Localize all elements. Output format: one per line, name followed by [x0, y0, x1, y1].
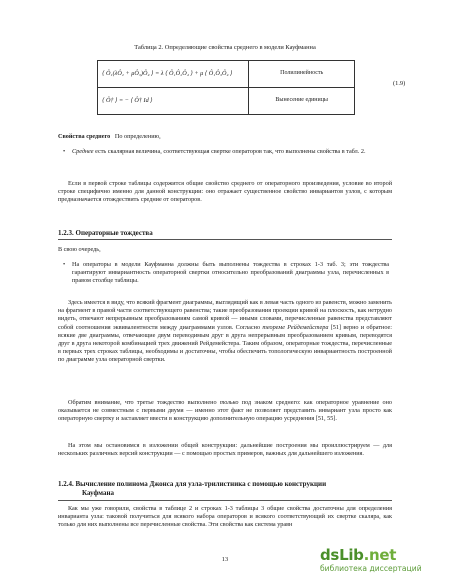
property-cell: Вынесение единицы	[249, 88, 355, 115]
page-number: 13	[221, 556, 229, 563]
paragraph: Если в первой строке таблицы содержится общие свойство среднего от операторного произведения, условие во второй строке специфично именно для данной конструкции: оно отражает существенное свойство инвариантов узлов, с которым предназначается отождествить средние от операторов.	[58, 180, 392, 204]
properties-table	[97, 60, 355, 115]
paragraph-text: Здесь имеется в виду, что всякий фрагмент диаграммы, выглядящий как в левая часть одного из равенств, можно заменить на фрагмент в правой части соответствующего равенства; такие преобразования проекции кривой на плоскость, как нетрудно видеть, отвечают непрерывным преобразованиям самой кривой — иными словами, перечисленные равенства представляют собой соотношения эквивалентности между диаграммами узлов. Согласно	[58, 299, 392, 331]
divider	[58, 500, 392, 501]
list-item	[63, 148, 389, 156]
term-average: Среднее	[72, 148, 94, 155]
section-heading-jones-polynomial	[58, 480, 392, 498]
logo-domain: .net	[363, 546, 397, 564]
heading-line: Кауфмана	[82, 489, 115, 498]
bullet-icon: •	[63, 261, 66, 268]
formula-cell: ⟨ Ô† ⟩ = − ⟨ Ô† Id ⟩	[98, 88, 249, 115]
logo-text: dsLib	[320, 546, 364, 564]
table-caption: Таблица 2. Определяющие свойства среднего в модели Кауфманна	[134, 44, 316, 51]
paragraph: Как мы уже говорили, свойства в таблице 2 и строках 1-3 таблицы 3 общие свойства достаточны для определения инварианта узла: таковой получиться для всякого набора операторов и всякого соответствующий их свертке скаляра, как только для них выполнены все перечисленные свойства. Эти свойства как система уравн	[58, 505, 392, 529]
divider	[58, 239, 392, 240]
watermark-subtitle: библиотека диссертаций	[320, 563, 422, 573]
paragraph-text: Обратим внимание, что третье тождество выполнено	[68, 399, 220, 406]
properties-heading-line	[58, 133, 392, 141]
paragraph	[58, 399, 392, 424]
paragraph-text: под знаком среднего: как операторное уравнение оно оказывается не совместным с первыми двумя — именно этот факт не позволяет представить инвариант узла просто как операторную свертку и заставляет ввести в конструкцию дополнительную операцию усреднения [51, 55].	[58, 399, 392, 423]
section-intro: По определению,	[114, 133, 161, 140]
section-heading-operator-identities: 1.2.3. Операторные тождества	[58, 229, 153, 237]
bullet-icon: •	[63, 148, 66, 155]
property-cell: Полилинейность	[249, 61, 355, 88]
list-item-text: есть скалярная величина, соответствующая свертке операторов так, что выполнены свойства в табл. 2.	[93, 148, 366, 155]
section-intro: В свою очередь,	[58, 246, 101, 253]
table-row	[98, 88, 355, 115]
paragraph: На этом мы остановимся в изложении общей конструкции: дальнейшие построения мы проиллюстрируем — для нескольких различных версий конструкции — с помощью простых примеров, важных для дальнейшего изложения.	[58, 442, 392, 458]
heading-line: 1.2.4. Вычисление полинома Джонса для узла-трилистника с помощью конструкции	[58, 480, 327, 488]
equation-number: (1.9)	[393, 80, 406, 87]
theorem-name: теореме Рейдемейстера	[262, 323, 329, 331]
formula-cell: ⟨ Ô₁(λÔ₂ + μÔ₃)Ô₄ ⟩ = λ ⟨ Ô₁Ô₂Ô₄ ⟩ + μ ⟨ Ô₁Ô₃Ô₄ ⟩	[98, 61, 249, 88]
watermark[interactable]	[320, 546, 450, 582]
list-item-text: На операторы в модели Кауфманна должны быть выполнены тождества в строках 1-3 таб. 3; эти тождества гарантируют инвариантность операторной свертки относительно преобразований диаграммы узла, перечисленных в правом столбце таблицы.	[72, 261, 389, 285]
emphasis: только	[219, 399, 239, 406]
paragraph	[58, 299, 392, 365]
list-item	[63, 261, 389, 286]
section-heading: Свойства среднего	[58, 133, 111, 140]
table-row	[98, 61, 355, 88]
paragraph-text: [51] верно и обратное: всякие две диаграммы, отвечающие двум переводимым друг в друга непрерывным преобразованием кривым, переводятся друг в друга некоторой комбинацией трех движений Рейдемейстера. Таким образом, операторные тождества, перечисленные в первых трех строках таблицы, необходимы и достаточны, чтобы обеспечить топологическую инвариантность построенной по диаграмме узла операторной свертки.	[58, 323, 392, 364]
